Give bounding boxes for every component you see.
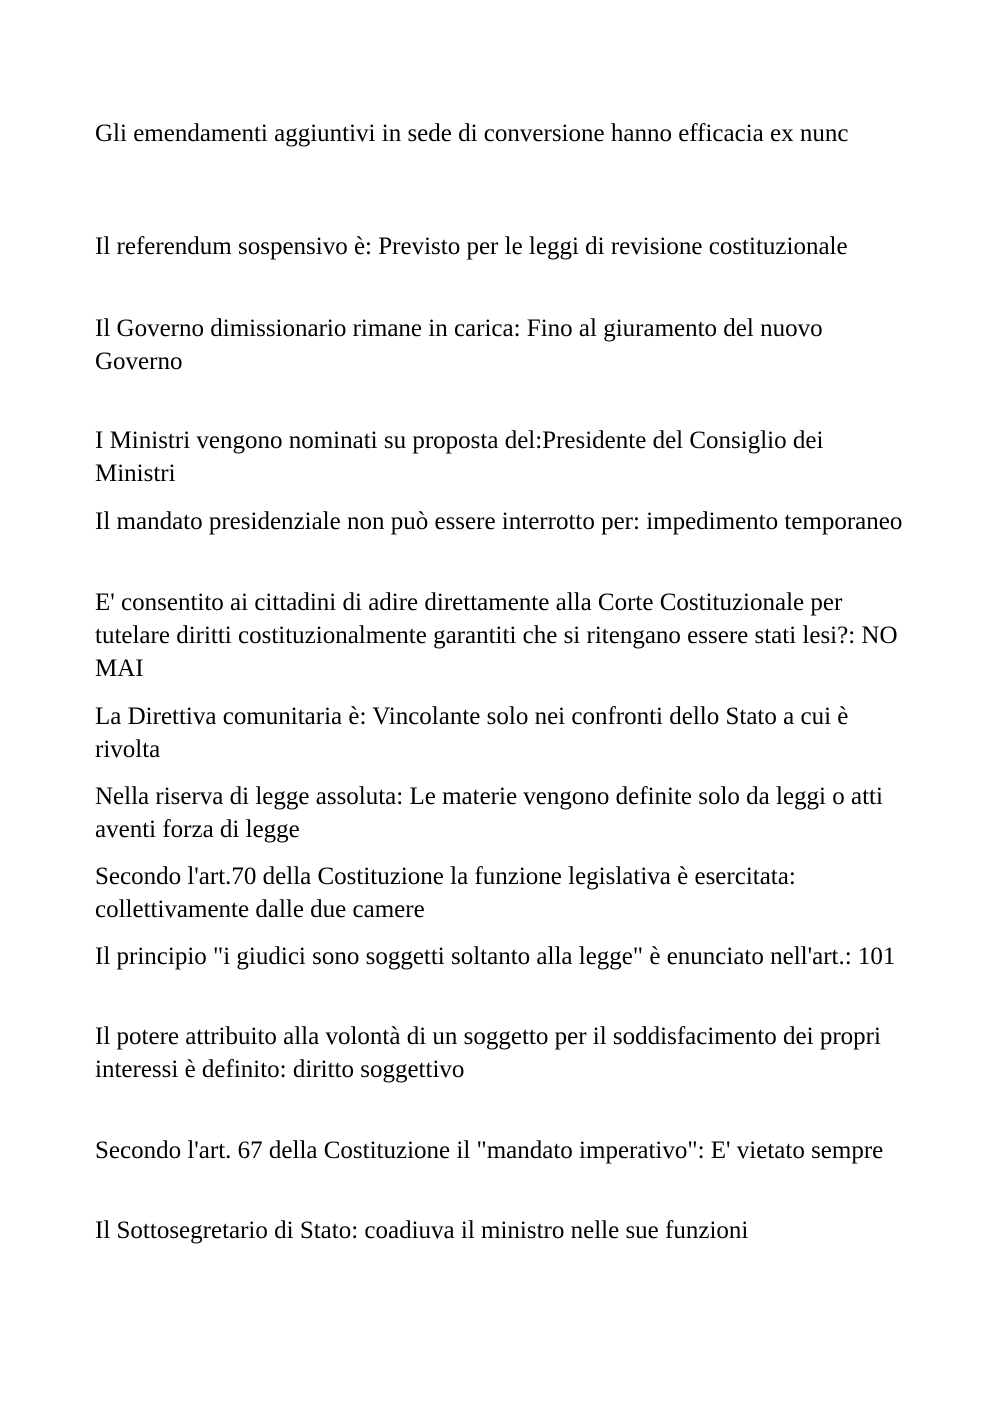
paragraph-riserva-di-legge: Nella riserva di legge assoluta: Le materie vengono definite solo da leggi o atti aventi forza di legge bbox=[95, 783, 883, 843]
paragraph-art-70: Secondo l'art.70 della Costituzione la funzione legislativa è esercitata: collettivamente dalle due camere bbox=[95, 863, 796, 923]
paragraph-ministri: I Ministri vengono nominati su proposta del:Presidente del Consiglio dei Ministri bbox=[95, 427, 824, 487]
paragraph-referendum: Il referendum sospensivo è: Previsto per le leggi di revisione costituzionale bbox=[95, 233, 848, 260]
paragraph-art-67: Secondo l'art. 67 della Costituzione il "mandato imperativo": E' vietato sempre bbox=[95, 1137, 884, 1164]
paragraph-giudici: Il principio "i giudici sono soggetti soltanto alla legge" è enunciato nell'art.: 101 bbox=[95, 943, 896, 970]
paragraph-direttiva: La Direttiva comunitaria è: Vincolante solo nei confronti dello Stato a cui è rivolta bbox=[95, 703, 849, 763]
paragraph-mandato-presidenziale: Il mandato presidenziale non può essere interrotto per: impedimento temporaneo bbox=[95, 508, 903, 535]
paragraph-governo-dimissionario: Il Governo dimissionario rimane in carica: Fino al giuramento del nuovo Governo bbox=[95, 315, 823, 375]
paragraph-sottosegretario: Il Sottosegretario di Stato: coadiuva il ministro nelle sue funzioni bbox=[95, 1217, 749, 1244]
paragraph-emendamenti: Gli emendamenti aggiuntivi in sede di conversione hanno efficacia ex nunc bbox=[95, 120, 849, 147]
paragraph-corte-costituzionale: E' consentito ai cittadini di adire direttamente alla Corte Costituzionale per tutelare diritti costituzionalmente garantiti che si ritengano essere stati lesi?: NO MAI bbox=[95, 589, 898, 682]
paragraph-diritto-soggettivo: Il potere attribuito alla volontà di un soggetto per il soddisfacimento dei propri interessi è definito: diritto soggettivo bbox=[95, 1023, 881, 1083]
